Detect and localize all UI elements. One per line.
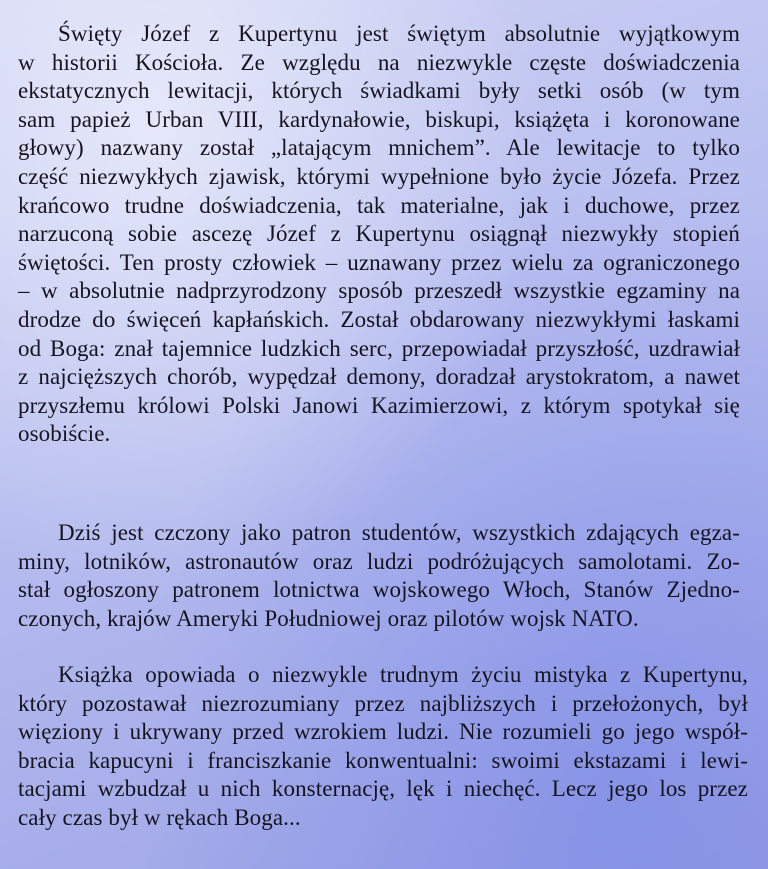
text-line: cały czas był w rękach Boga... (18, 804, 301, 830)
text-line: miny, lotników, astronautów oraz ludzi podróżujących samolotami. Zo- (18, 548, 740, 574)
text-line: przyszłemu królowi Polski Janowi Kazimierzowi, z którym spotykał się (18, 392, 740, 418)
text-line: narzuconą sobie ascezę Józef z Kupertynu osiągnął niezwykły stopień (18, 221, 740, 247)
text-line: czonych, krajów Ameryki Południowej oraz pilotów wojsk NATO. (18, 605, 639, 631)
paragraph-2 (18, 519, 740, 633)
text-line: bracia kapucyni i franciszkanie konwentualni: swoimi ekstazami i lewi- (18, 747, 748, 773)
text-line: sam papież Urban VIII, kardynałowie, biskupi, książęta i koronowane (18, 106, 740, 132)
text-line: w historii Kościoła. Ze względu na niezwykle częste doświadczenia (18, 49, 740, 75)
text-line: krańcowo trudne doświadczenia, tak materialne, jak i duchowe, przez (18, 192, 740, 218)
text-line: stał ogłoszony patronem lotnictwa wojskowego Włoch, Stanów Zjedno- (18, 577, 740, 603)
text-line: część niezwykłych zjawisk, którymi wypełnione było życie Józefa. Przez (18, 163, 740, 189)
text-line: z najcięższych chorób, wypędzał demony, doradzał arystokratom, a nawet (18, 364, 740, 390)
text-line: od Boga: znał tajemnice ludzkich serc, przepowiadał przyszłość, uzdrawiał (18, 335, 740, 361)
text-line: tacjami wzbudzał u nich konsternację, lęk i niechęć. Lecz jego los przez (18, 776, 748, 802)
text-line: – w absolutnie nadprzyrodzony sposób przeszedł wszystkie egzaminy na (18, 278, 740, 304)
text-line: Dziś jest czczony jako patron studentów, wszystkich zdających egza- (58, 520, 740, 545)
text-line: świętości. Ten prosty człowiek – uznawany przez wielu za ograniczonego (18, 249, 740, 275)
text-line: który pozostawał niezrozumiany przez najbliższych i przełożonych, był (18, 690, 748, 716)
text-line: ekstatycznych lewitacji, których świadkami były setki osób (w tym (18, 78, 740, 104)
text-line: Książka opowiada o niezwykle trudnym życiu mistyka z Kupertynu, (58, 662, 748, 687)
text-line: Święty Józef z Kupertynu jest świętym absolutnie wyjątkowym (58, 21, 740, 46)
text-line: więziony i ukrywany przed wzrokiem ludzi. Nie rozumieli go jego współ- (18, 719, 748, 745)
text-line: osobiście. (18, 421, 111, 447)
paragraph-3 (18, 661, 748, 833)
text-line: drodze do święceń kapłańskich. Został obdarowany niezwykłymi łaskami (18, 306, 740, 332)
paragraph-1 (18, 20, 740, 449)
book-back-cover-text (18, 14, 748, 859)
text-line: głowy) nazwany został „latającym mnichem”. Ale lewitacje to tylko (18, 135, 740, 161)
